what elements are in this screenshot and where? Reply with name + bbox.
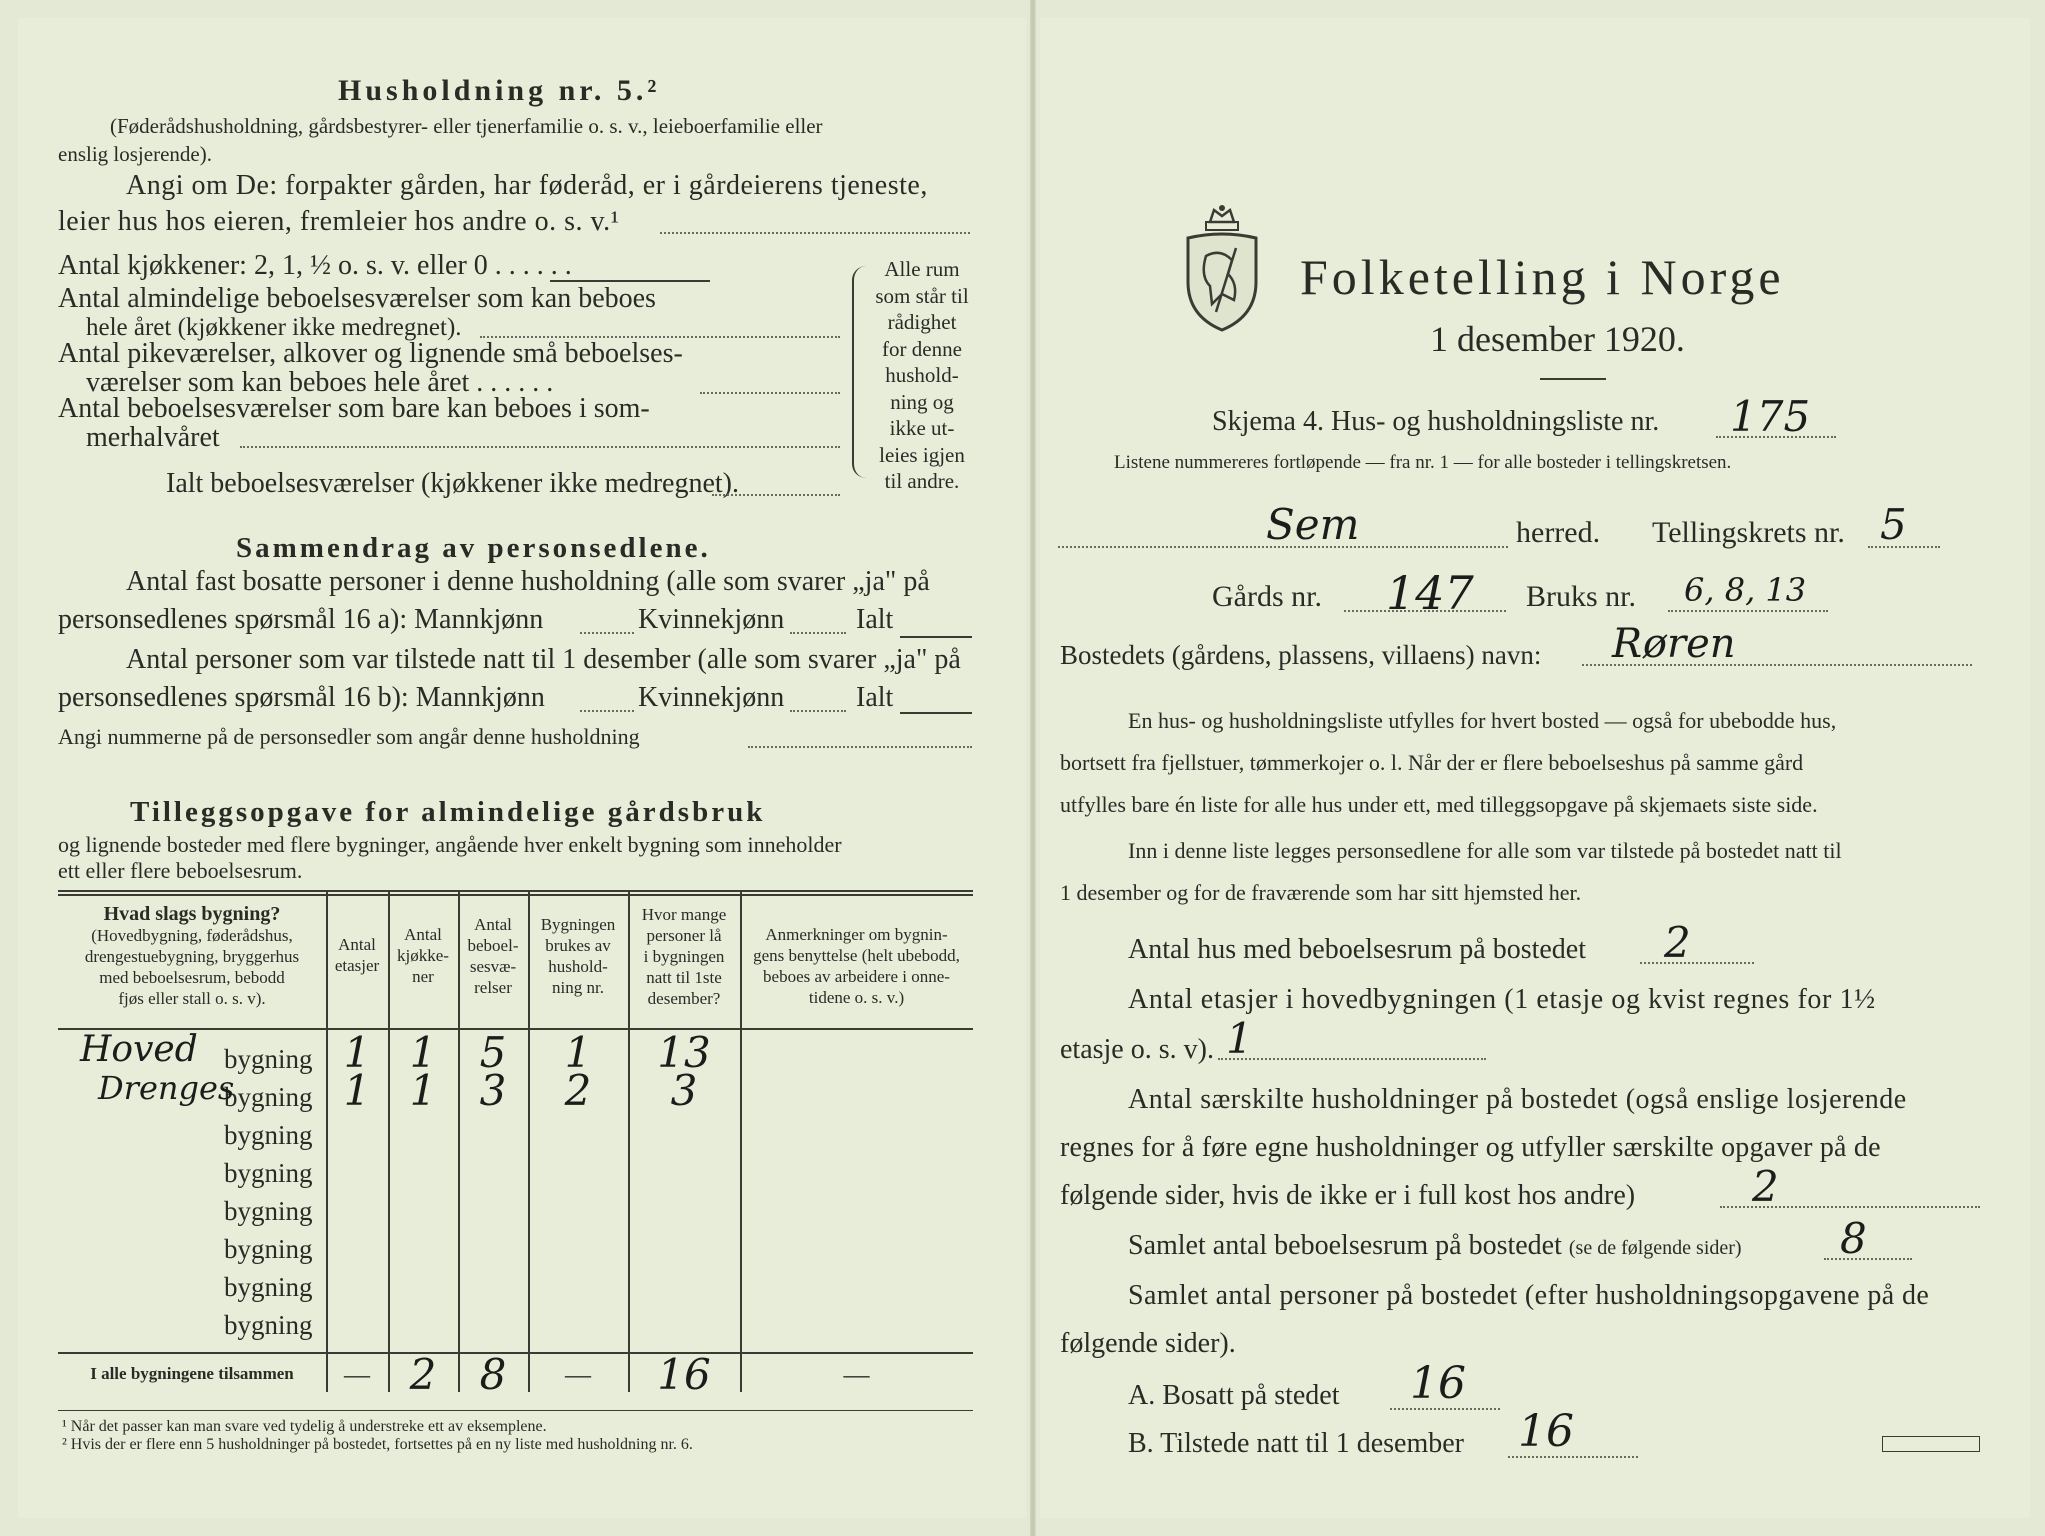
q-hush-2: regnes for å føre egne husholdninger og utfyller særskilte opgaver på de xyxy=(1060,1132,1881,1163)
skjema-number: 175 xyxy=(1730,392,1811,441)
angi-line-1: Angi om De: forpakter gården, har føderåd, er i gårdeierens tjeneste, xyxy=(126,170,928,201)
summary-line-1: Antal fast bosatte personer i denne husholdning (alle som svarer „ja" på xyxy=(126,566,930,597)
row-label: bygning xyxy=(224,1272,313,1302)
row-1-rooms: 5 xyxy=(479,1028,507,1077)
total-remarks: — xyxy=(843,1360,870,1389)
a-bosatt-label: A. Bosatt på stedet xyxy=(1128,1380,1340,1411)
krets-number: 5 xyxy=(1880,500,1907,549)
col-head-floors: Antal etasjer xyxy=(334,935,380,975)
b-tilstede-label: B. Tilstede natt til 1 desember xyxy=(1128,1428,1464,1459)
rooms-summer-1: Antal beboelsesværelser som bare kan beboes i som- xyxy=(58,393,650,424)
row-2-floors: 1 xyxy=(343,1066,371,1115)
para2-line-2: 1 desember og for de fraværende som har sitt hjemsted her. xyxy=(1060,880,1582,905)
a-hush: 2 xyxy=(1752,1162,1779,1211)
row-2-household: 2 xyxy=(564,1066,592,1115)
para2-line-1: Inn i denne liste legges personsedlene for alle som var tilstede på bostedet natt til xyxy=(1128,838,1842,863)
row-2-persons: 3 xyxy=(670,1066,698,1115)
summary-line-3: Antal personer som var tilstede natt til 1 desember (alle som svarer „ja" på xyxy=(126,644,961,675)
total-rooms: 8 xyxy=(479,1350,507,1399)
q-etasjer-1: Antal etasjer i hovedbygningen (1 etasje og kvist regnes for 1½ xyxy=(1128,984,1876,1015)
row-1-floors: 1 xyxy=(343,1028,371,1077)
row-2-kitchens: 1 xyxy=(409,1066,437,1115)
printer-stamp xyxy=(1882,1436,1980,1452)
summary-line-2: personsedlenes spørsmål 16 a): Mannkjønn xyxy=(58,604,544,635)
rooms-total: Ialt beboelsesværelser (kjøkkener ikke medregnet). xyxy=(166,468,740,499)
rooms-kitchens: Antal kjøkkener: 2, 1, ½ o. s. v. eller 0 . . . . . . xyxy=(58,250,572,281)
rooms-small-2: værelser som kan beboes hele året . . . . . . xyxy=(86,367,554,398)
total-persons: 16 xyxy=(657,1350,711,1399)
household-title: Husholdning nr. 5.² xyxy=(338,74,661,107)
rooms-ordinary-1: Antal almindelige beboelsesværelser som kan beboes xyxy=(58,283,656,314)
census-date: 1 desember 1920. xyxy=(1430,319,1685,359)
summary-numbers: Angi nummerne på de personsedler som angår denne husholdning xyxy=(58,724,640,749)
total-floors: — xyxy=(344,1360,370,1389)
intro-line-1: (Føderådshusholdning, gårdsbestyrer- eller tjenerfamilie o. s. v., leieboerfamilie eller xyxy=(110,114,823,138)
row-label: bygning xyxy=(224,1310,313,1340)
rooms-summer-2: merhalvåret xyxy=(86,422,220,453)
total-label: I alle bygningene tilsammen xyxy=(90,1364,294,1383)
gards-label: Gårds nr. xyxy=(1212,580,1322,613)
col-head-building: Hvad slags bygning? (Hovedbygning, føderådshus, drengestuebygning, bryggerhus med beboelsesrum, bebodd fjøs eller stall o. s. v). xyxy=(84,903,300,1008)
para1-line-1: En hus- og husholdningsliste utfylles for hvert bosted — også for ubebodde hus, xyxy=(1128,708,1837,733)
summary-total-b: Ialt xyxy=(856,682,894,713)
row-label: bygning xyxy=(224,1234,313,1264)
intro-line-2: enslig losjerende). xyxy=(58,142,212,166)
b-tilstede-value: 16 xyxy=(1518,1406,1574,1457)
summary-total-a: Ialt xyxy=(856,604,894,635)
q-hus: Antal hus med beboelsesrum på bostedet xyxy=(1128,934,1587,965)
herred-label: herred. xyxy=(1516,516,1601,549)
row-1-persons: 13 xyxy=(657,1028,711,1077)
row-label: bygning xyxy=(224,1082,313,1112)
col-head-household: Bygningen brukes av hushold- ning nr. xyxy=(540,915,616,997)
main-title: Folketelling i Norge xyxy=(1300,249,1785,305)
a-rum: 8 xyxy=(1840,1214,1867,1263)
summary-female-a: Kvinnekjønn xyxy=(638,604,785,635)
angi-line-2: leier hus hos eieren, fremleier hos andre o. s. v.¹ xyxy=(58,206,620,237)
q-rum: Samlet antal beboelsesrum på bostedet (se de følgende sider) xyxy=(1128,1230,1742,1261)
bruks-number: 6, 8, 13 xyxy=(1684,571,1807,609)
a-bosatt-value: 16 xyxy=(1410,1358,1466,1409)
a-etasjer: 1 xyxy=(1226,1014,1253,1063)
row-label: bygning xyxy=(224,1158,313,1188)
para1-line-3: utfylles bare én liste for alle hus under ett, med tilleggsopgave på skjemaets siste side. xyxy=(1060,792,1818,817)
gards-number: 147 xyxy=(1386,566,1474,620)
row-2-rooms: 3 xyxy=(479,1066,507,1115)
summary-female-b: Kvinnekjønn xyxy=(638,682,785,713)
summary-title: Sammendrag av personsedlene. xyxy=(236,532,711,564)
rooms-small-1: Antal pikeværelser, alkover og lignende små beboelses- xyxy=(58,338,683,369)
bosted-label: Bostedets (gårdens, plassens, villaens) navn: xyxy=(1060,640,1542,670)
brace-note: Alle rum som står til rådighet for denne hushold- ning og ikke ut- leies igjen til andre. xyxy=(875,257,969,493)
row-2-name: Drenges xyxy=(98,1069,235,1107)
row-label: bygning xyxy=(224,1120,313,1150)
q-etasjer-2: etasje o. s. v). xyxy=(1060,1034,1214,1065)
total-household: — xyxy=(565,1360,591,1389)
q-hush-1: Antal særskilte husholdninger på bostedet (også enslige losjerende xyxy=(1128,1084,1907,1115)
col-head-remarks: Anmerkninger om bygnin- gens benyttelse (helt ubebodd, beboes av arbeidere i onne- tidene o. s. v.) xyxy=(753,925,960,1007)
para1-line-2: bortsett fra fjellstuer, tømmerkojer o. l. Når der er flere beboelseshus på samme gård xyxy=(1060,750,1804,775)
row-label: bygning xyxy=(224,1196,313,1226)
building-table xyxy=(58,890,973,1399)
supplement-text-1: og lignende bosteder med flere bygninger, angående hver enkelt bygning som inneholder xyxy=(58,832,842,857)
q-pers-1: Samlet antal personer på bostedet (efter husholdningsopgavene på de xyxy=(1128,1280,1930,1311)
col-head-kitchens: Antal kjøkke- ner xyxy=(397,925,449,986)
bruks-label: Bruks nr. xyxy=(1526,580,1637,613)
krets-label: Tellingskrets nr. xyxy=(1652,516,1845,549)
footnote-1: ¹ Når det passer kan man svare ved tydelig å understreke ett av eksemplene. xyxy=(62,1418,547,1435)
listene-note: Listene nummereres fortløpende — fra nr. 1 — for alle bosteder i tellingskretsen. xyxy=(1114,452,1732,473)
brace xyxy=(852,266,872,478)
supplement-title: Tilleggsopgave for almindelige gårdsbruk xyxy=(130,796,766,828)
summary-line-4: personsedlenes spørsmål 16 b): Mannkjønn xyxy=(58,682,545,713)
row-1-kitchens: 1 xyxy=(409,1028,437,1077)
rooms-ordinary-2: hele året (kjøkkener ikke medregnet). xyxy=(86,314,462,341)
row-1-name: Hoved xyxy=(80,1029,198,1070)
norway-coat-of-arms xyxy=(1180,204,1264,339)
footnote-2: ² Hvis der er flere enn 5 husholdninger på bostedet, fortsettes på en ny liste med husholdning nr. 6. xyxy=(62,1436,693,1453)
q-pers-2: følgende sider). xyxy=(1060,1328,1236,1359)
q-hush-3: følgende sider, hvis de ikke er i full kost hos andre) xyxy=(1060,1180,1636,1211)
herred-name: Sem xyxy=(1266,500,1360,549)
col-head-rooms: Antal beboel- sesvæ- relser xyxy=(467,915,519,997)
row-1-household: 1 xyxy=(564,1028,592,1077)
a-hus: 2 xyxy=(1664,918,1691,967)
skjema-label: Skjema 4. Hus- og husholdningsliste nr. xyxy=(1212,406,1660,437)
total-kitchens: 2 xyxy=(409,1350,437,1399)
col-head-persons: Hvor mange personer lå i bygningen natt til 1ste desember? xyxy=(641,905,727,1008)
row-label: bygning xyxy=(224,1044,313,1074)
bosted-name: Røren xyxy=(1612,621,1736,667)
supplement-text-2: ett eller flere beboelsesrum. xyxy=(58,858,303,883)
page-fold xyxy=(1030,0,1036,1536)
